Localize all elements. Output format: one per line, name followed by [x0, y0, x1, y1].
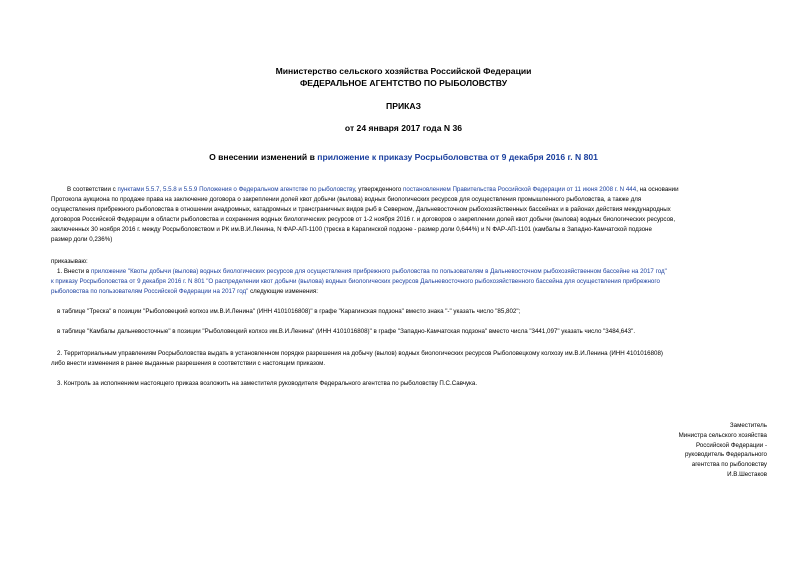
item2-line-1: 2. Территориальным управлениям Росрыболовства выдать в установленном порядке разрешения на добычу (вылов) водных биологических ресурсов Рыболовецкому колхозу им.В.И.Ленина (ИНН 4101016808)	[57, 350, 663, 357]
change-cod: в таблице "Треска" в позиции "Рыболовецкий колхоз им.В.И.Ленина" (ИНН 4101016808)" в графе "Карагинская подзона" вместо знака "-" указать число "85,802";	[57, 308, 521, 315]
item1-line-3	[51, 287, 318, 297]
signature-line: Российской Федерации -	[695, 441, 767, 449]
preamble-line-2: Протокола аукциона по продаже права на заключение договора о закреплении долей квот добычи (вылова) водных биологических ресурсов для осуществления промышленного рыболовства, а также для	[51, 196, 642, 203]
ministry-name: Министерство сельского хозяйства Российской Федерации	[275, 66, 532, 76]
title-prefix: О внесении изменений в	[209, 152, 318, 162]
order-801-link[interactable]: к приказу Росрыболовства от 9 декабря 2016 г. N 801 "О распределении квот добычи (вылова) водных биологических ресурсов Дальневосточного рыбохозяйственного бассейна для осуществления прибрежного	[51, 278, 660, 285]
preamble-text: , утвержденного	[354, 186, 404, 193]
preamble-line-4: договоров Российской Федерации в области рыболовства и сохранения водных биологических ресурсов от 1-2 ноября 2016 г. и договоров о закреплении долей квот добычи (вылова) водных биологических ресурсов,	[51, 216, 676, 223]
signature-name: И.В.Шестаков	[727, 470, 767, 478]
item1-text: следующие изменения:	[248, 288, 318, 295]
agency-name: ФЕДЕРАЛЬНОЕ АГЕНТСТВО ПО РЫБОЛОВСТВУ	[299, 78, 508, 88]
document-type: ПРИКАЗ	[386, 101, 421, 111]
item2-line-2: либо внести изменения в ранее выданные разрешения в соответствии с настоящим приказом.	[51, 360, 326, 367]
item3: 3. Контроль за исполнением настоящего приказа возложить на заместителя руководителя Федерального агентства по рыболовству П.С.Савчука.	[57, 380, 478, 387]
document-date: от 24 января 2017 года N 36	[344, 123, 463, 133]
preamble-line-6: размер доли 0,236%)	[51, 236, 113, 243]
signature-line: Заместитель	[729, 422, 767, 429]
order-word: приказываю:	[51, 258, 88, 265]
preamble-text: В соответствии с	[67, 186, 118, 193]
government-decree-link[interactable]: постановлением Правительства Российской Федерации от 11 июня 2008 г. N 444	[403, 186, 637, 193]
signature-line: агентства по рыболовству	[691, 461, 767, 469]
title-link[interactable]: приложение к приказу Росрыболовства от 9 декабря 2016 г. N 801	[317, 152, 598, 162]
preamble-text: , на основании	[636, 186, 679, 193]
signature-line: руководитель Федерального	[684, 451, 767, 459]
preamble-line-1	[67, 185, 679, 195]
appendix-link[interactable]: приложение "Квоты добычи (вылова) водных биологических ресурсов для осуществления прибрежного рыболовства по пользователям в Дальневосточном рыбохозяйственном бассейне на 2017 год"	[90, 268, 667, 275]
signature-line: Министра сельского хозяйства	[678, 431, 767, 439]
item1-text: 1. Внести в	[57, 268, 91, 275]
item1-line-2	[51, 277, 660, 287]
item1-line-1	[57, 267, 667, 277]
document-title	[0, 152, 807, 162]
regulation-link[interactable]: пунктами 5.5.7, 5.5.8 и 5.5.9 Положения о Федеральном агентстве по рыболовству	[117, 186, 355, 193]
change-flounder: в таблице "Камбалы дальневосточные" в позиции "Рыболовецкий колхоз им.В.И.Ленина" (ИНН 4101016808)" в графе "Западно-Камчатская подзона" вместо числа "3441,097" указать число "3484,643".	[57, 328, 636, 335]
order-801-link-cont[interactable]: рыболовства по пользователям Российской Федерации на 2017 год"	[51, 288, 249, 295]
signature-block	[679, 421, 767, 480]
preamble-line-3: осуществления прибрежного рыболовства в отношении анадромных, катадромных и трансграничных видов рыб в Северном, Дальневосточном рыбохозяйственных бассейнах и в районах действия международных	[51, 206, 671, 213]
preamble-line-5: заключенных 30 ноября 2016 г. между Росрыболовством и РК им.В.И.Ленина, N ФАР-АП-1100 (треска в Карагинской подзоне - размер доли 0,644%) и N ФАР-АП-1101 (камбалы в Западно-Камчатской подзоне	[51, 226, 652, 233]
